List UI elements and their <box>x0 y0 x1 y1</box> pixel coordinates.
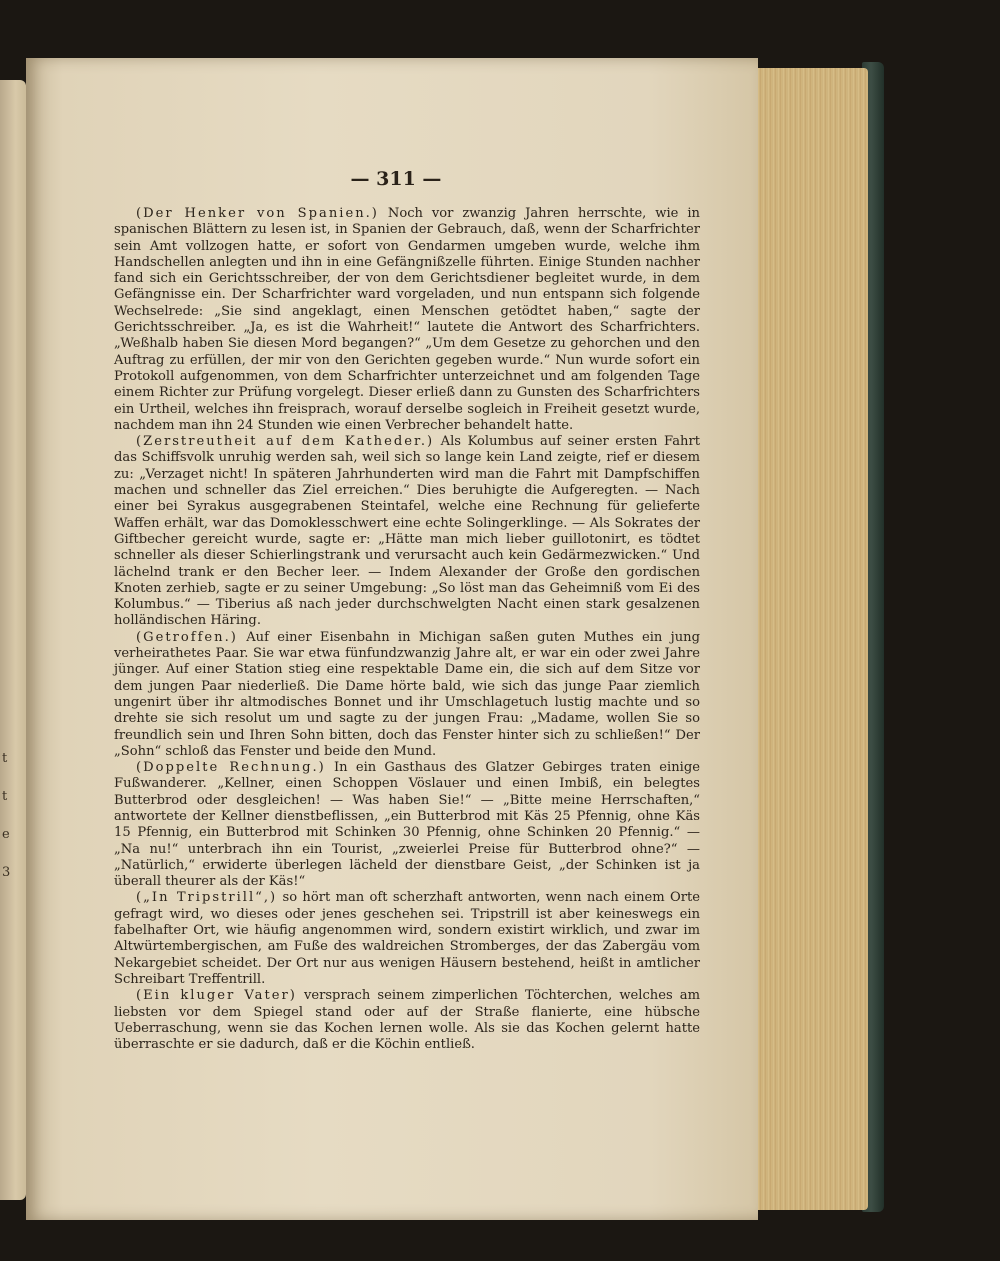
left-page-margin-marks <box>2 740 20 892</box>
paragraph-heading: (Zerstreutheit auf dem Katheder.) <box>136 434 435 450</box>
paragraph-heading: (Getroffen.) <box>136 629 238 645</box>
paragraph <box>114 890 700 988</box>
paragraph <box>114 760 700 890</box>
paragraph <box>114 988 700 1053</box>
margin-mark: e <box>2 827 10 842</box>
margin-mark: t <box>2 789 8 804</box>
paragraph <box>114 434 700 630</box>
book-page <box>26 58 758 1220</box>
paragraph-heading: (Ein kluger Vater) <box>136 988 297 1004</box>
page-block-edges <box>742 68 868 1210</box>
margin-mark: 3 <box>2 865 11 880</box>
paragraph <box>114 630 700 760</box>
page-text <box>114 206 700 1053</box>
paragraph-text: Als Kolumbus auf seiner ersten Fahrt das Schiffsvolk unruhig werden sah, weil sich so lange kein Land zeigte, rief er diesem zu: „Verzaget nicht! In späteren Jahrhunderten wird man die Fahrt mit Dampfschiffen machen und schneller das Ziel erreichen.“ Dies beruhigte die Aufgeregten. — Nach einer bei Syrakus ausgegrabenen Steintafel, welche eine Rechnung für gelieferte Waffen erhält, war das Domoklesschwert eine echte Solingerklinge. — Als Sokrates der Giftbecher gereicht wurde, sagte er: „Hätte man mich lieber guillotonirt, es tödtet schneller als dieser Schierlingstrank und verursacht auch kein Gedärmezwicken.“ Und lächelnd trank er den Becher leer. — Indem Alexander der Große den gordischen Knoten zerhieb, sagte er zu seiner Umgebung: „So löst man das Geheimniß vom Ei des Kolumbus.“ — Tiberius aß nach jeder durchschwelgten Nacht einen stark gesalzenen holländischen Häring. <box>114 434 700 629</box>
paragraph-text: Noch vor zwanzig Jahren herrschte, wie in spanischen Blättern zu lesen ist, in Spanien der Gebrauch, daß, wenn der Scharfrichter sein Amt vollzogen hatte, er sofort von Gendarmen umgeben wurde, welche ihm Handschellen anlegten und ihn in eine Gefängnißzelle führten. Einige Stunden nachher fand sich ein Gerichtsschreiber, der von dem Gerichtsdiener begleitet wurde, in dem Gefängnisse ein. Der Scharfrichter ward vorgeladen, und nun entspann sich folgende Wechselrede: „Sie sind angeklagt, einen Menschen getödtet haben,“ sagte der Gerichtsschreiber. „Ja, es ist die Wahrheit!“ lautete die Antwort des Scharfrichters. „Weßhalb haben Sie diesen Mord begangen?“ „Um dem Gesetze zu gehorchen und den Auftrag zu erfüllen, der mir von den Gerichten gegeben wurde.“ Nun wurde sofort ein Protokoll aufgenommen, von dem Scharfrichter unterzeichnet und am folgenden Tage einem Richter zur Prüfung vorgelegt. Dieser erließ dann zu Gunsten des Scharfrichters ein Urtheil, welches ihn freisprach, worauf derselbe sogleich in Freiheit gesetzt wurde, nachdem man ihn 24 Stunden wie einen Verbrecher behandelt hatte. <box>114 206 700 433</box>
paragraph-text: so hört man oft scherzhaft antworten, wenn nach einem Orte gefragt wird, wo dieses oder jenes geschehen sei. Tripstrill ist aber keineswegs ein fabelhafter Ort, wie häufig angenommen wird, sondern existirt wirklich, und zwar im Altwürtembergischen, am Fuße des waldreichen Stromberges, der das Zabergäu vom Nekargebiet scheidet. Der Ort nur aus wenigen Häusern bestehend, heißt in amtlicher Schreibart Treffentrill. <box>114 890 700 987</box>
paragraph-text: versprach seinem zimperlichen Töchterchen, welches am liebsten vor dem Spiegel stand oder auf der Straße flanierte, eine hübsche Ueberraschung, wenn sie das Kochen lernen wolle. Als sie das Kochen gelernt hatte überraschte er sie dadurch, daß er die Köchin entließ. <box>114 988 701 1053</box>
paragraph-text: In ein Gasthaus des Glatzer Gebirges traten einige Fußwanderer. „Kellner, einen Schoppen Vöslauer und einen Imbiß, ein belegtes Butterbrod oder desgleichen! — Was haben Sie!“ — „Bitte meine Herrschaften,“ antwortete der Kellner dienstbeflissen, „ein Butterbrod mit Käs 25 Pfennig, ohne Käs 15 Pfennig, ein Butterbrod mit Schinken 30 Pfennig, ohne Schinken 20 Pfennig.“ — „Na nu!“ unterbrach ihn ein Tourist, „zweierlei Preise für Butterbrod ohne?“ — „Natürlich,“ erwiderte überlegen lächeld der dienstbare Geist, „der Schinken ist ja überall theurer als der Käs!“ <box>114 760 700 890</box>
page-number: — 311 — <box>350 168 442 190</box>
paragraph-heading: (Der Henker von Spanien.) <box>136 206 379 221</box>
paragraph-heading: („In Tripstrill“,) <box>136 890 278 906</box>
left-page-edge <box>0 80 26 1200</box>
paragraph-text: Auf einer Eisenbahn in Michigan saßen guten Muthes ein jung verheirathetes Paar. Sie war etwa fünfundzwanzig Jahre alt, er war ein oder zwei Jahre jünger. Auf einer Station stieg eine respektable Dame ein, die sich auf dem Sitze vor dem jungen Paar niederließ. Die Dame hörte bald, wie sich das junge Paar ziemlich ungenirt über ihr altmodisches Bonnet und ihr Umschlagetuch lustig machte und so drehte sie sich resolut um und sagte zu der jungen Frau: „Madame, wollen Sie so freundlich sein und Ihren Sohn bitten, doch das Fenster hinter sich zu schließen!“ Der „Sohn“ schloß das Fenster und beide den Mund. <box>114 629 700 759</box>
paragraph <box>114 206 700 434</box>
paragraph-heading: (Doppelte Rechnung.) <box>136 760 326 776</box>
margin-mark: t <box>2 751 8 766</box>
